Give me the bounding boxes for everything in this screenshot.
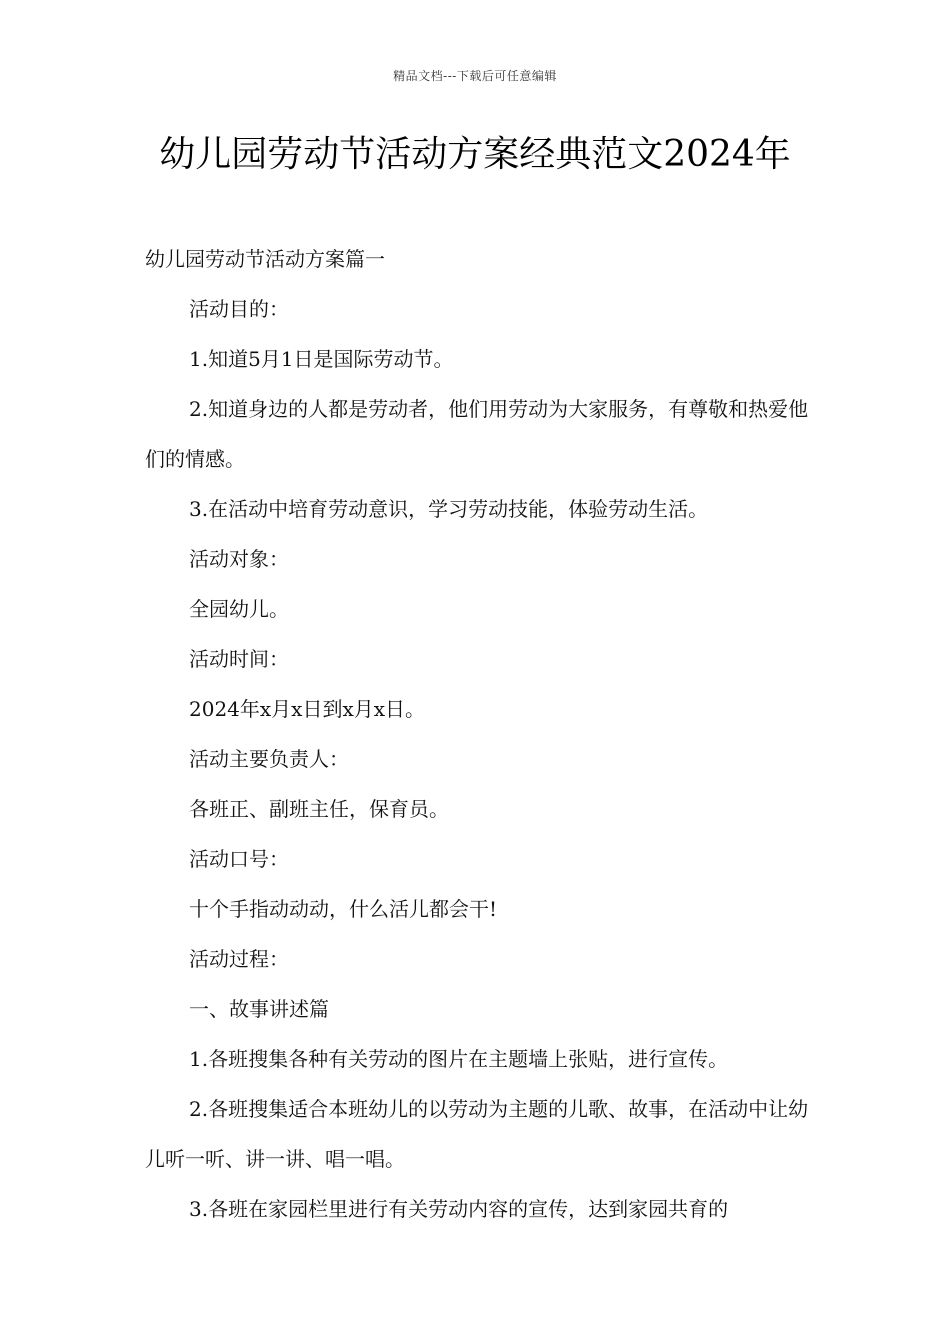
paragraph: 1.知道5月1日是国际劳动节。 — [189, 347, 454, 371]
paragraph: 1.各班搜集各种有关劳动的图片在主题墙上张贴，进行宣传。 — [189, 1047, 729, 1071]
paragraph: 各班正、副班主任，保育员。 — [189, 797, 449, 821]
document-body — [145, 234, 810, 1234]
paragraph: 十个手指动动动，什么活儿都会干! — [189, 897, 498, 921]
paragraph: 全园幼儿。 — [189, 597, 289, 621]
paragraph: 幼儿园劳动节活动方案篇一 — [145, 247, 385, 271]
paragraph: 活动过程： — [189, 947, 289, 971]
paragraph: 活动对象： — [189, 547, 289, 571]
header-note: 精品文档---下载后可任意编辑 — [393, 69, 557, 83]
paragraph: 活动口号： — [189, 847, 289, 871]
paragraph: 3.各班在家园栏里进行有关劳动内容的宣传，达到家园共育的 — [189, 1197, 729, 1221]
paragraph: 一、故事讲述篇 — [189, 997, 329, 1021]
paragraph: 3.在活动中培育劳动意识，学习劳动技能，体验劳动生活。 — [189, 497, 709, 521]
paragraph: 活动目的： — [189, 297, 289, 321]
paragraph: 2024年x月x日到x月x日。 — [189, 697, 426, 721]
paragraph: 活动时间： — [189, 647, 289, 671]
document-title: 幼儿园劳动节活动方案经典范文2024年 — [159, 134, 791, 175]
paragraph: 2.各班搜集适合本班幼儿的以劳动为主题的儿歌、故事，在活动中让幼儿听一听、讲一讲、唱一唱。 — [145, 1097, 809, 1171]
paragraph: 2.知道身边的人都是劳动者，他们用劳动为大家服务，有尊敬和热爱他们的情感。 — [145, 397, 809, 471]
paragraph: 活动主要负责人： — [189, 747, 349, 771]
